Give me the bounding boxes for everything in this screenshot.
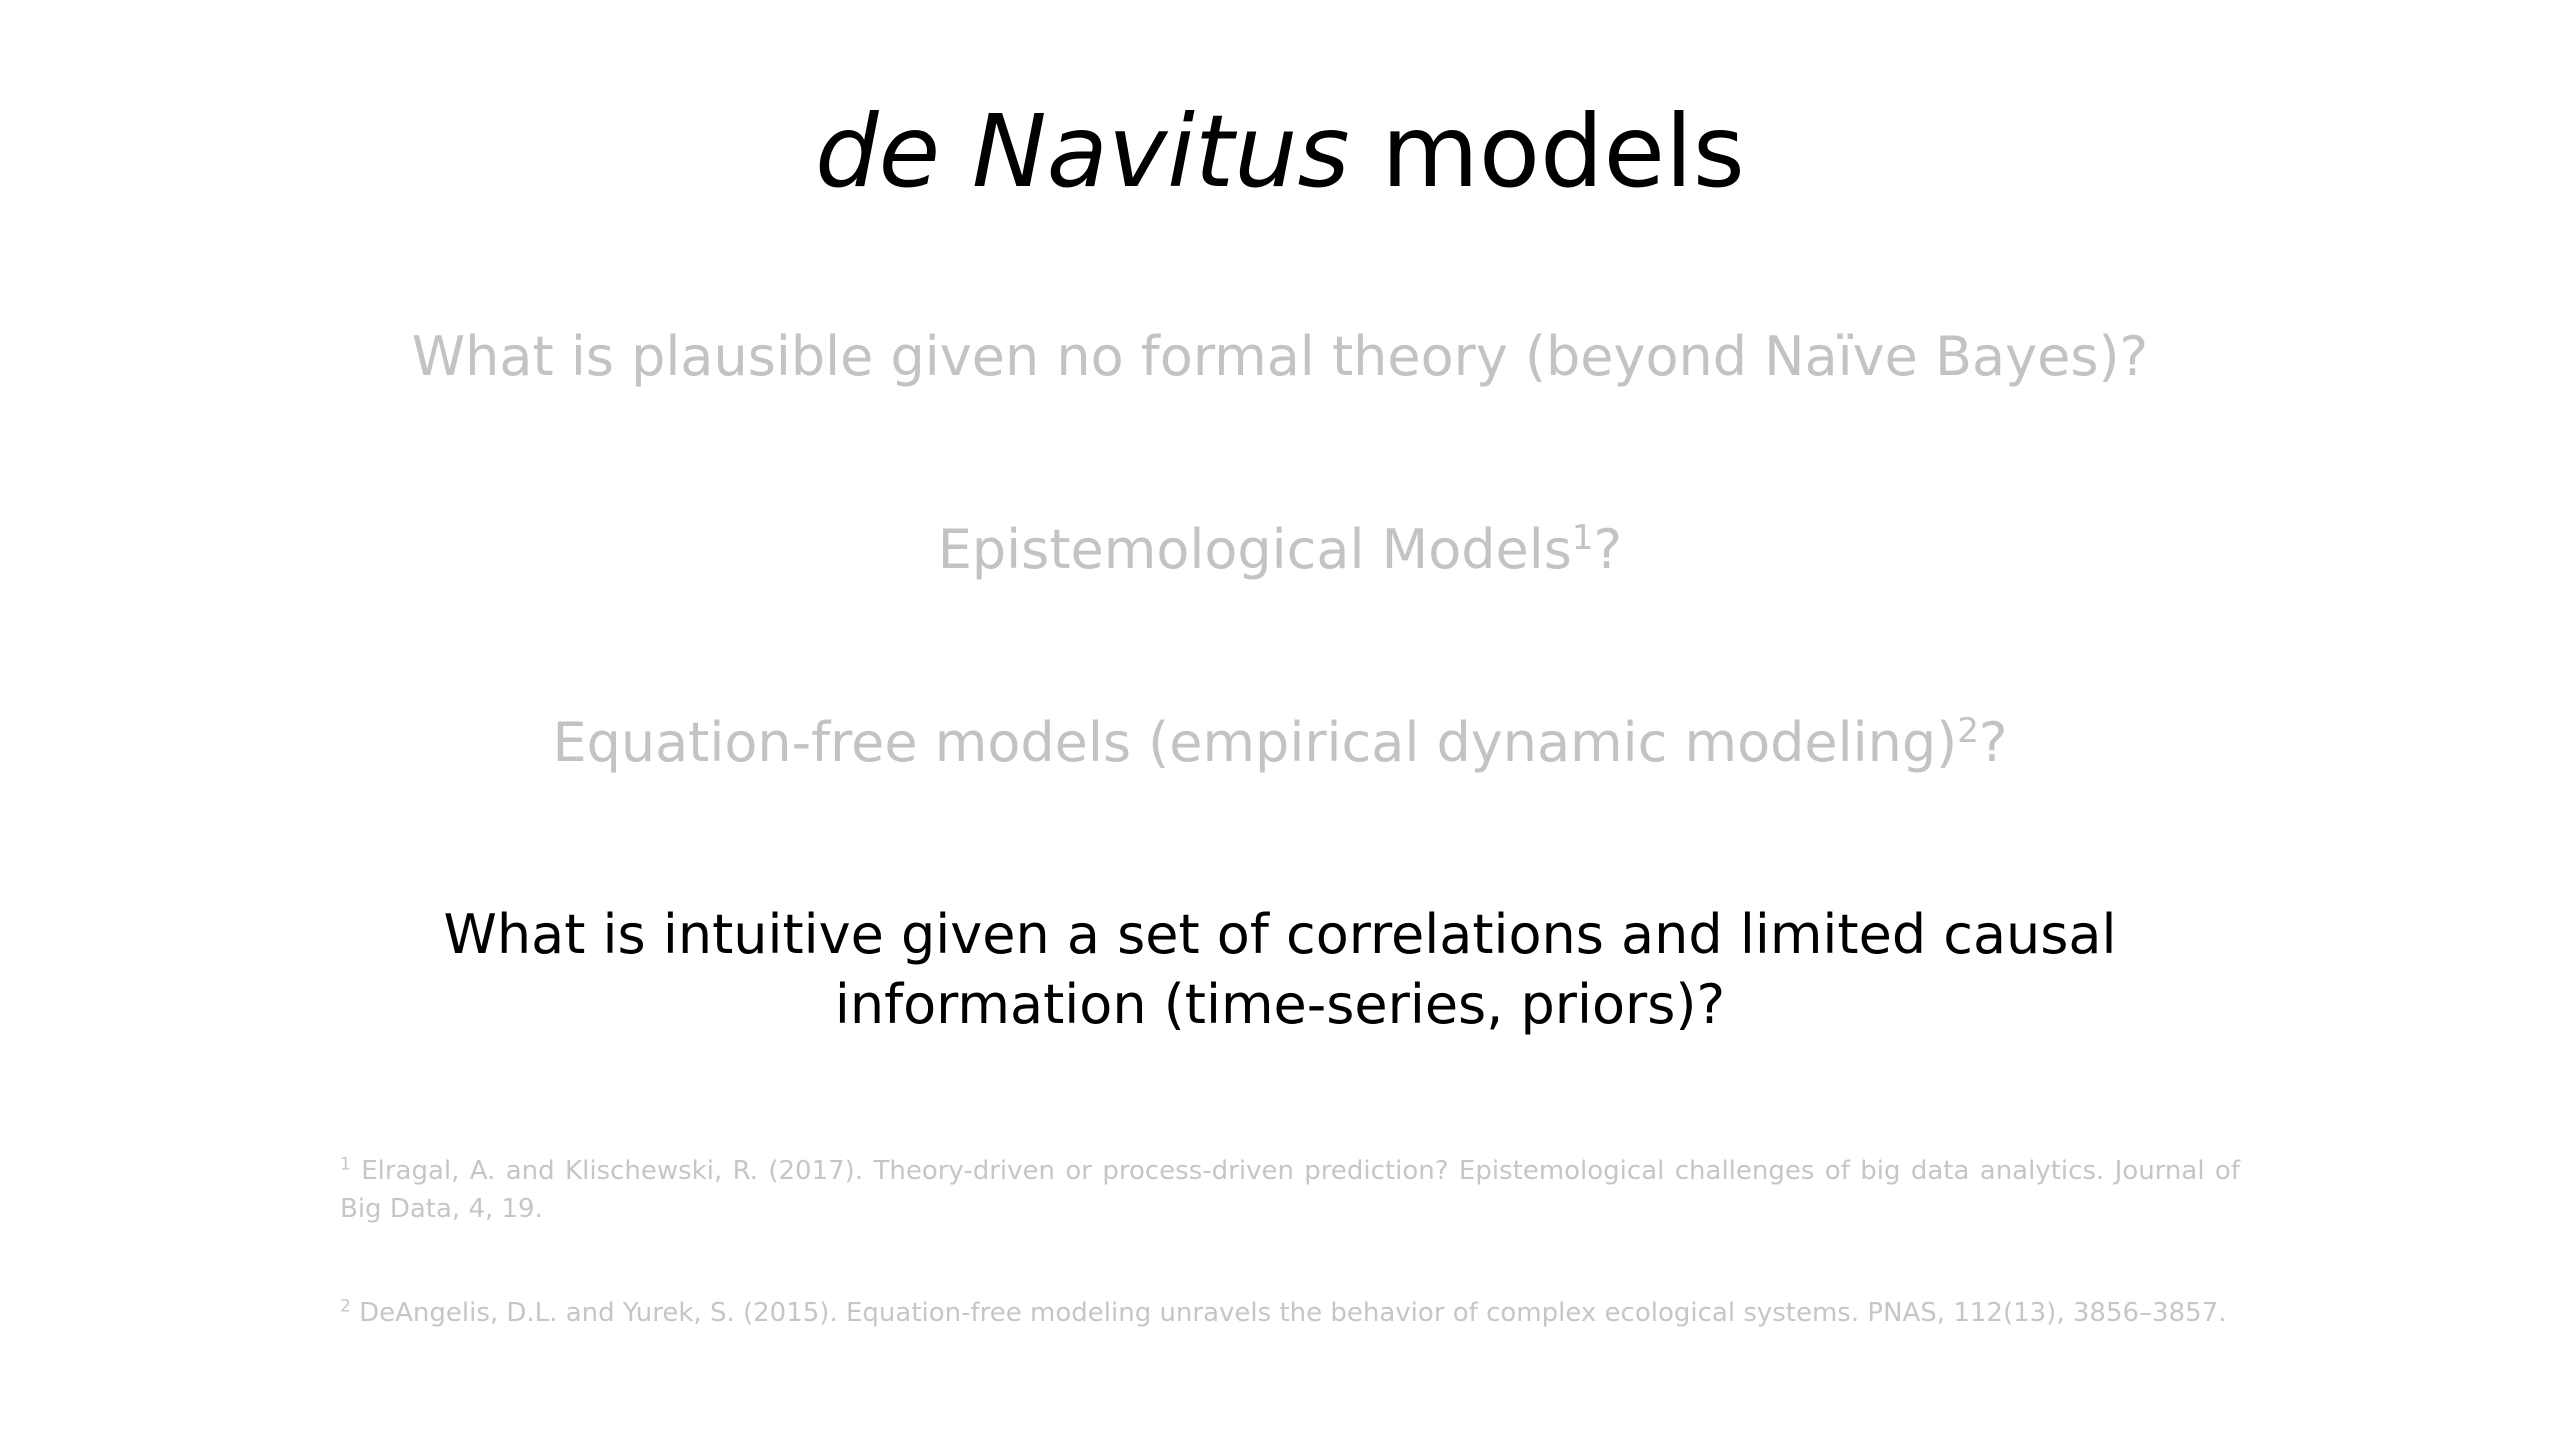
bullet-plausible <box>0 322 2560 392</box>
bullet-epistemological-footnote-mark: 1 <box>1571 518 1594 558</box>
footnote-1-text: Elragal, A. and Klischewski, R. (2017). Theory-driven or process-driven prediction? Epistemological challenges of big data analytics. Journal of Big Data, 4, 19. <box>340 1156 2240 1224</box>
footnote-2-text: DeAngelis, D.L. and Yurek, S. (2015). Equation-free modeling unravels the behavior of complex ecological systems. PNAS, 112(13), 3856–3857. <box>350 1298 2227 1328</box>
bullet-equation-free-footnote-mark: 2 <box>1957 711 1979 751</box>
bullet-epistemological-text: Epistemological Models <box>937 518 1572 581</box>
bullet-plausible-text: What is plausible given no formal theory (beyond Naïve Bayes)? <box>411 325 2149 388</box>
bullet-intuitive-line-1: What is intuitive given a set of correlations and limited causal <box>443 903 2117 966</box>
slide-title <box>0 92 2560 212</box>
footnote-2-number: 2 <box>340 1296 351 1317</box>
bullet-epistemological <box>0 515 2560 585</box>
bullet-intuitive-line-2: information (time-series, priors)? <box>834 973 1726 1036</box>
footnote-1-number: 1 <box>340 1154 351 1175</box>
slide-title-plain: models <box>1349 93 1745 210</box>
bullet-equation-free-after: ? <box>1978 711 2008 774</box>
bullet-epistemological-after: ? <box>1593 518 1623 581</box>
footnote-1 <box>340 1152 2240 1228</box>
footnote-2 <box>340 1294 2240 1332</box>
bullet-equation-free <box>0 708 2560 778</box>
bullet-equation-free-text: Equation-free models (empirical dynamic modeling) <box>552 711 1958 774</box>
slide-title-italic: de Navitus <box>815 93 1350 210</box>
bullet-intuitive <box>0 900 2560 1040</box>
